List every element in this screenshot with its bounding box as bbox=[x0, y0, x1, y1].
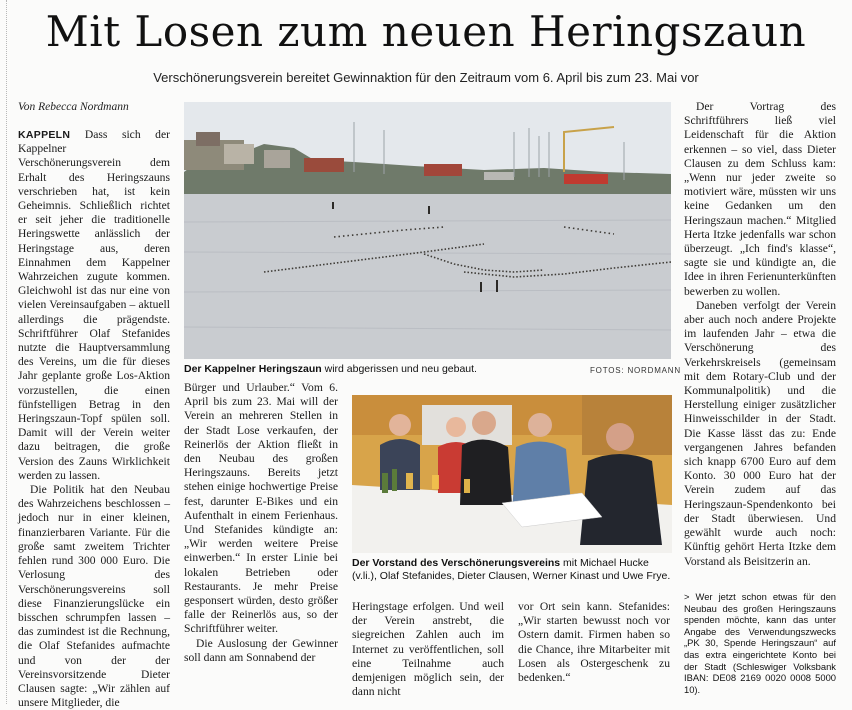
paragraph: Der Vortrag des Schriftführers ließ viel Leidenschaft für die Aktion erkennen – so viel, dass Dieter Clausen zu dem Schluss kam: „Wenn nur jeder zweite so motiviert wäre, müssten wir uns keine Gedanken um den Heringszaun machen.“ Mitglied Herta Itzke jedenfalls war schon überzeugt. „Ich find's klasse“, sagte sie und kündigte an, die Idee in ihren Ferienunterkünften bewerben zu wollen. bbox=[684, 100, 836, 298]
text-column-2 bbox=[184, 381, 338, 665]
text-column-5 bbox=[684, 100, 836, 569]
paragraph: Bürger und Urlauber.“ Vom 6. April bis zum 23. Mai will der Verein an mehreren Stellen in der Stadt Lose verkaufen, der Reinerlös der Aktion fließt in den Neubau des großen Heringszauns. Bereits jetzt stehen einige hochwertige Preise fest, darunter E-Bikes und ein Aufenthalt in einem Ferienhaus. Und Stefanides kündigte an: „Wir werden weitere Preise einwerben.“ In erster Linie bei lokalen Betrieben oder Restaurants. Je mehr Preise gesponsert würden, desto größer falle der Reinerlös aus, so der Schriftführer weiter. bbox=[184, 381, 338, 636]
photo-heringszaun bbox=[184, 102, 671, 359]
photo-vorstand bbox=[352, 395, 672, 553]
text-column-1 bbox=[18, 128, 170, 710]
byline: Von Rebecca Nordmann bbox=[18, 101, 129, 113]
text-column-3 bbox=[352, 600, 504, 699]
headline: Mit Losen zum neuen Heringszaun bbox=[45, 7, 807, 56]
column-rule-left bbox=[6, 0, 7, 704]
photo-credit: FOTOS: NORDMANN bbox=[590, 366, 681, 375]
paragraph: vor Ort sein kann. Stefanides: „Wir starten bewusst noch vor Ostern damit. Firmen haben so die Chance, ihre Mitarbeiter mit Losen als Ostergeschenk zu bedenken.“ bbox=[518, 600, 670, 685]
donation-info-box: > Wer jetzt schon etwas für den Neubau des großen Heringszauns spenden möchte, kann das unter Angabe des Verwendungszwecks „PK 30, Spende Heringszaun“ auf das extra eingerichtete Konto bei der Stadt (Schleswiger Volksbank IBAN: DE08 2169 0020 0008 5000 10). bbox=[684, 591, 836, 695]
text-column-4 bbox=[518, 600, 670, 685]
paragraph: Daneben verfolgt der Verein aber auch noch andere Projekte im laufenden Jahr – etwa die Verschönerung des Verkehrskreisels (gemeinsam mit dem Rotary-Club und der Kommunalpolitik) und die Herstellung einiger zusätzlicher Hinweisschilder in der Stadt. Die Kasse lässt das zu: Ende vergangenen Jahres befanden sich knapp 6700 Euro auf dem Konto. 30 000 Euro hat der Verein zudem auf das Heringszaun-Spendenkonto bei der Stadt überwiesen. Und gewählt wurde auch noch: Künftig gehört Herta Itzke dem Vorstand als Beisitzerin an. bbox=[684, 298, 836, 568]
photo-caption-vorstand: Der Vorstand des Verschönerungsvereins mit Michael Hucke (v.li.), Olaf Stefanides, Dieter Clausen, Werner Kinast und Uwe Frye. bbox=[352, 557, 671, 582]
paragraph: Heringstage erfolgen. Und weil der Verein anstrebt, die siegreichen Zahlen auch im Internet zu veröffentlichen, soll eine Teilnahme auch demjenigen möglich sein, der dann nicht bbox=[352, 600, 504, 699]
subheadline: Verschönerungsverein bereitet Gewinnaktion für den Zeitraum vom 6. April bis zum 23. Mai vor bbox=[153, 70, 699, 85]
paragraph: Die Auslosung der Gewinner soll dann am Sonnabend der bbox=[184, 636, 338, 664]
dateline: KAPPELN bbox=[18, 129, 71, 141]
photo-caption-heringszaun: Der Kappelner Heringszaun wird abgerissen und neu gebaut. bbox=[184, 363, 477, 375]
paragraph: Die Politik hat den Neubau des Wahrzeichens beschlossen – jedoch nur in einer kleinen, finanzierbaren Variante. Für die große samt zweitem Trichter fehlen rund 300 000 Euro. Die Verlosung des Verschönerungsvereins soll diese Finanzierungslücke ein bisschen schrumpfen lassen – das zumindest ist die Rechnung, die Olaf Stefanides aufmachte und von der der Vereinsvorsitzende Dieter Clausen sagte: „Wir zählen auf unsere Mitglieder, die bbox=[18, 483, 170, 710]
paragraph: Dass sich der Kappelner Verschönerungsverein dem Erhalt des Heringszauns verschrieben hat, ist kein Geheimnis. Schließlich richtet er seit jeher die traditionelle Heringswette anlässlich der Heringstage aus, deren Einnahmen dem Kappelner Wahrzeichen zugute kommen. Gleichwohl ist das nur eine von vielen Vereinsaufgaben – aktuell allerdings die prägendste. Schriftführer Olaf Stefanides nutzte die Hauptversammlung des Vereins, um die für dieses Jahr geplante große Los-Aktion vorzustellen, die einen fünfstelligen Betrag in den Heringszaun-Topf spülen soll. Damit will der Verein weiter dazu beitragen, die große Version des Zauns Wirklichkeit werden zu lassen. bbox=[18, 128, 170, 482]
